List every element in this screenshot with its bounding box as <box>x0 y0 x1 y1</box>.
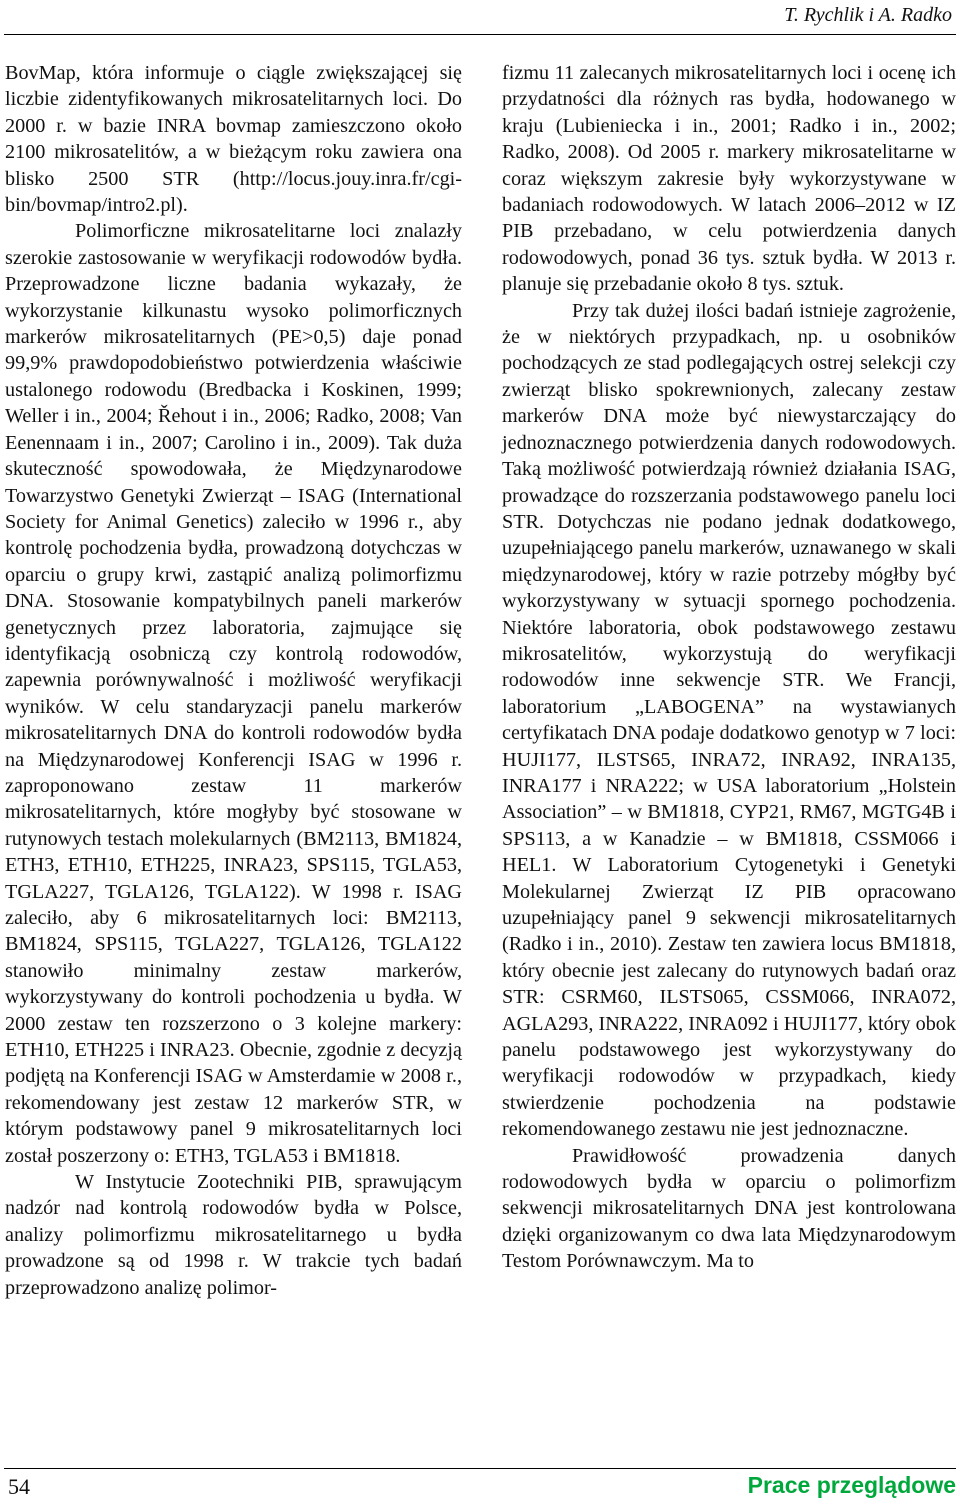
left-column <box>5 60 462 1301</box>
left-paragraph-3: W Instytucie Zootechniki PIB, sprawującym nadzór nad kontrolą rodowodów bydła w Polsce, analizy polimorfizmu mikrosatelitarnego u bydła prowadzone są od 1998 r. W trakcie tych badań przeprowadzono analizę polimor- <box>5 1171 462 1299</box>
running-header-author: T. Rychlik i A. Radko <box>784 4 952 26</box>
left-paragraph-2: Polimorficzne mikrosatelitarne loci znalazły szerokie zastosowanie w weryfikacji rodowodów bydła. Przeprowadzone liczne badania wykazały, że wykorzystanie kilkunastu wysoko polimorficznych markerów mikrosatelitarnych (PE>0,5) daje ponad 99,9% prawdopodobieństwo potwierdzenia właściwie ustalonego rodowodu (Bredbacka i Koskinen, 1999; Weller i in., 2004; Řehout i in., 2006; Radko, 2008; Van Eenennaam i in., 2007; Carolino i in., 2009). Tak duża skuteczność spowodowała, że Międzynarodowe Towarzystwo Genetyki Zwierząt – ISAG (International Society for Animal Genetics) zaleciło w 1996 r., aby kontrolę pochodzenia bydła, prowadzoną dotychczas w oparciu o grupy krwi, zastąpić analizą polimorfizmu DNA. Stosowanie kompatybilnych paneli markerów genetycznych przez laboratoria, zajmujące się identyfikacją osobniczą czy kontrolą rodowodów, zapewnia porównywalność i możliwość weryfikacji wyników. W celu standaryzacji panelu markerów mikrosatelitarnych DNA do kontroli rodowodów bydła na Międzynarodowej Konferencji ISAG w 1996 r. zaproponowano zestaw 11 markerów mikrosatelitarnych, które mogłyby być stosowane w rutynowych testach molekularnych (BM2113, BM1824, ETH3, ETH10, ETH225, INRA23, SPS115, TGLA53, TGLA227, TGLA126, TGLA122). W 1998 r. ISAG zaleciło, aby 6 mikrosatelitarnych loci: BM2113, BM1824, SPS115, TGLA227, TGLA126, TGLA122 stanowiło minimalny zestaw markerów, wykorzystywany do kontroli pochodzenia u bydła. W 2000 zestaw ten rozszerzono o 3 kolejne markery: ETH10, ETH225 i INRA23. Obecnie, zgodnie z decyzją podjętą na Konferencji ISAG w Amsterdamie w 2008 r., rekomendowany jest zestaw 12 markerów STR, w którym podstawowy panel 9 mikrosatelitarnych loci został poszerzony o: ETH3, TGLA53 i BM1818. <box>5 220 462 1167</box>
right-paragraph-2: Przy tak dużej ilości badań istnieje zagrożenie, że w niektórych przypadkach, np. u osobników pochodzących ze stad podlegających ostrej selekcji czy zwierząt blisko spokrewnionych, zalecany zestaw markerów DNA może być niewystarczający do jednoznacznego potwierdzenia danych rodowodowych. Taką możliwość potwierdzają również działania ISAG, prowadzące do rozszerzania podstawowego panelu loci STR. Dotychczas nie podano jednak dodatkowego, uzupełniającego panelu markerów, uznawanego w skali międzynarodowej, który w razie potrzeby mógłby być wykorzystywany w sytuacji spornego pochodzenia. Niektóre laboratoria, obok podstawowego zestawu mikrosatelitów, wykorzystują do weryfikacji rodowodów inne sekwencje STR. We Francji, laboratorium „LABOGENA” na wystawianych certyfikatach DNA podaje dodatkowo genotyp w 7 loci: HUJI177, ILSTS65, INRA72, INRA92, INRA135, INRA177 i NRA222; w USA laboratorium „Holstein Association” – w BM1818, CYP21, RM67, MGTG4B i SPS113, a w Kanadzie – w BM1818, CSSM066 i HEL1. W Laboratorium Cytogenetyki i Genetyki Molekularnej Zwierząt IZ PIB opracowano uzupełniający panel 9 sekwencji mikrosatelitarnych (Radko i in., 2010). Zestaw ten zawiera locus BM1818, który obecnie jest zalecany do rutynowych badań oraz STR: CSRM60, ILSTS065, CSSM066, INRA072, AGLA293, INRA222, INRA092 i HUJI177, który obok panelu podstawowego jest wykorzystywany do weryfikacji rodowodów w przypadkach, kiedy stwierdzenie pochodzenia na podstawie rekomendowanego zestawu nie jest jednoznaczne. <box>502 299 956 1141</box>
footer-divider <box>4 1468 956 1469</box>
left-paragraph-1: BovMap, która informuje o ciągle zwiększającej się liczbie zidentyfikowanych mikrosatelitarnych loci. Do 2000 r. w bazie INRA bovmap zamieszczono około 2100 mikrosatelitów, a w bieżącym roku zawiera ona blisko 2500 STR (http://locus.jouy.inra.fr/cgi-bin/bovmap/intro2.pl). <box>5 62 462 217</box>
header-divider <box>4 34 956 35</box>
section-label: Prace przeglądowe <box>747 1472 956 1498</box>
right-paragraph-1: fizmu 11 zalecanych mikrosatelitarnych loci i ocenę ich przydatności dla różnych ras bydła, hodowanego w kraju (Lubieniecka i in., 2001; Radko i in., 2002; Radko, 2008). Od 2005 r. markery mikrosatelitarne w coraz większym zakresie były wykorzystywane w badaniach rodowodowych. W latach 2006–2012 w IZ PIB przebadano, w celu potwierdzenia danych rodowodowych, ponad 36 tys. sztuk bydła. W 2013 r. planuje się przebadanie około 8 tys. sztuk. <box>502 62 956 296</box>
right-paragraph-3: Prawidłowość prowadzenia danych rodowodowych bydła w oparciu o polimorfizm sekwencji mikrosatelitarnych DNA jest kontrolowana dzięki organizowanym co dwa lata Międzynarodowym Testom Porównawczym. Ma to <box>502 1144 956 1273</box>
page-number: 54 <box>8 1474 30 1499</box>
right-column <box>502 60 956 1275</box>
